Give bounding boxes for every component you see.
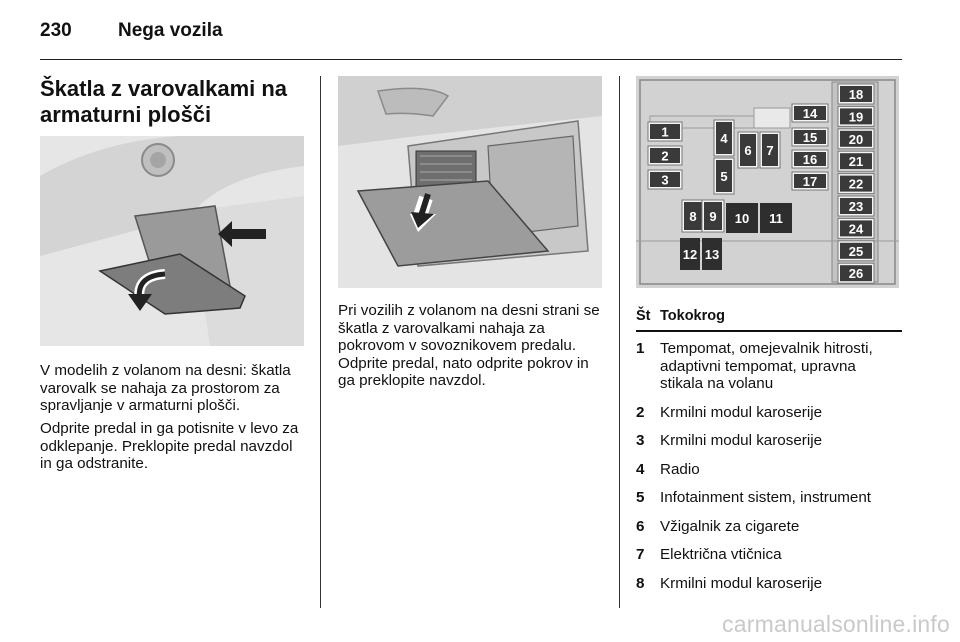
table-row xyxy=(636,332,902,396)
fuse-label: 4 xyxy=(720,131,728,146)
column-divider xyxy=(619,76,620,608)
fuse-label: 5 xyxy=(720,169,728,184)
section-heading xyxy=(40,76,304,128)
fuse-label: 15 xyxy=(802,130,818,145)
table-header-number: Št xyxy=(636,308,651,324)
table-row xyxy=(636,424,902,453)
fuse-label: 16 xyxy=(802,152,818,167)
fuse-label: 7 xyxy=(766,143,774,158)
watermark: carmanualsonline.info xyxy=(722,611,950,637)
illustration-glovebox xyxy=(338,76,602,288)
fuse-label: 11 xyxy=(769,211,783,226)
fuse-label: 3 xyxy=(661,172,669,188)
circuit-text: Električna vtičnica xyxy=(660,546,782,563)
page-number: 230 xyxy=(40,20,72,41)
table-header xyxy=(636,308,902,332)
fuse-label: 17 xyxy=(802,174,818,189)
circuit-text: Krmilni modul karoserije xyxy=(660,574,823,592)
fuse-number: 5 xyxy=(636,489,645,506)
fuse-number: 4 xyxy=(636,460,645,478)
table-row xyxy=(636,510,902,539)
fuse-label: 26 xyxy=(848,266,864,282)
fuse-number: 7 xyxy=(636,546,645,563)
col1-paragraph-1: V modelih z volanom na desni: škatla varovalk se nahaja za prostorom za spravljanje v armaturni plošči. xyxy=(40,362,291,414)
fuse-label: 14 xyxy=(802,106,818,121)
table-row xyxy=(636,481,902,510)
table-body xyxy=(636,332,902,595)
fuse-label: 24 xyxy=(848,221,864,237)
circuit-text: Tempomat, omejevalnik hitrosti, adaptivni tempomat, upravna stikala na volanu xyxy=(660,340,873,392)
section-title-line2: armaturni plošči xyxy=(40,102,212,127)
illustration-storage-compartment xyxy=(40,136,304,346)
circuit-text: Vžigalnik za cigarete xyxy=(660,517,800,535)
fuse-number: 8 xyxy=(636,574,645,592)
circuit-text: Radio xyxy=(660,460,700,478)
fuse-label: 6 xyxy=(744,143,752,158)
fuse-number: 6 xyxy=(636,517,645,535)
table-row xyxy=(636,567,902,596)
fuse-label: 23 xyxy=(848,199,864,214)
fuse-number: 1 xyxy=(636,340,645,357)
circuit-text: Krmilni modul karoserije xyxy=(660,403,823,421)
table-row xyxy=(636,396,902,425)
fuse-label: 12 xyxy=(682,247,698,262)
chapter-title: Nega vozila xyxy=(118,20,223,41)
col1-paragraph-2: Odprite predal in ga potisnite v levo za odklepanje. Preklopite predal navzdol in ga odstranite. xyxy=(40,420,299,472)
fuse-label: 10 xyxy=(734,211,750,226)
table-row xyxy=(636,453,902,482)
table-header-circuit: Tokokrog xyxy=(660,308,725,324)
fuse-label: 25 xyxy=(848,243,864,259)
fuse-label: 19 xyxy=(848,109,864,125)
circuit-text: Krmilni modul karoserije xyxy=(660,432,823,449)
table-row xyxy=(636,538,902,567)
col2-paragraph-1: Pri vozilih z volanom na desni strani se škatla z varovalkami nahaja za pokrovom v sovoznikovem predalu. Odprite predal, nato odprite pokrov in ga preklopite navzdol. xyxy=(338,302,600,389)
fuse-number: 3 xyxy=(636,432,645,449)
fuse-label: 22 xyxy=(848,176,864,192)
fuse-label: 9 xyxy=(709,209,717,224)
fuse-table xyxy=(636,308,902,595)
fuse-number: 2 xyxy=(636,403,645,421)
circuit-text: Infotainment sistem, instrument xyxy=(660,489,872,506)
fuse-box-diagram xyxy=(636,76,899,288)
fuse-label: 21 xyxy=(848,154,864,170)
fuse-label: 18 xyxy=(848,87,864,102)
fuse-label: 8 xyxy=(689,209,697,224)
column-divider xyxy=(320,76,321,608)
fuse-label: 1 xyxy=(661,124,669,140)
fuse-label: 2 xyxy=(661,148,669,164)
fuse-label: 13 xyxy=(704,247,720,262)
page-header xyxy=(40,18,902,60)
section-title-line1: Škatla z varovalkami na xyxy=(40,76,288,101)
fuse-label: 20 xyxy=(848,131,864,147)
